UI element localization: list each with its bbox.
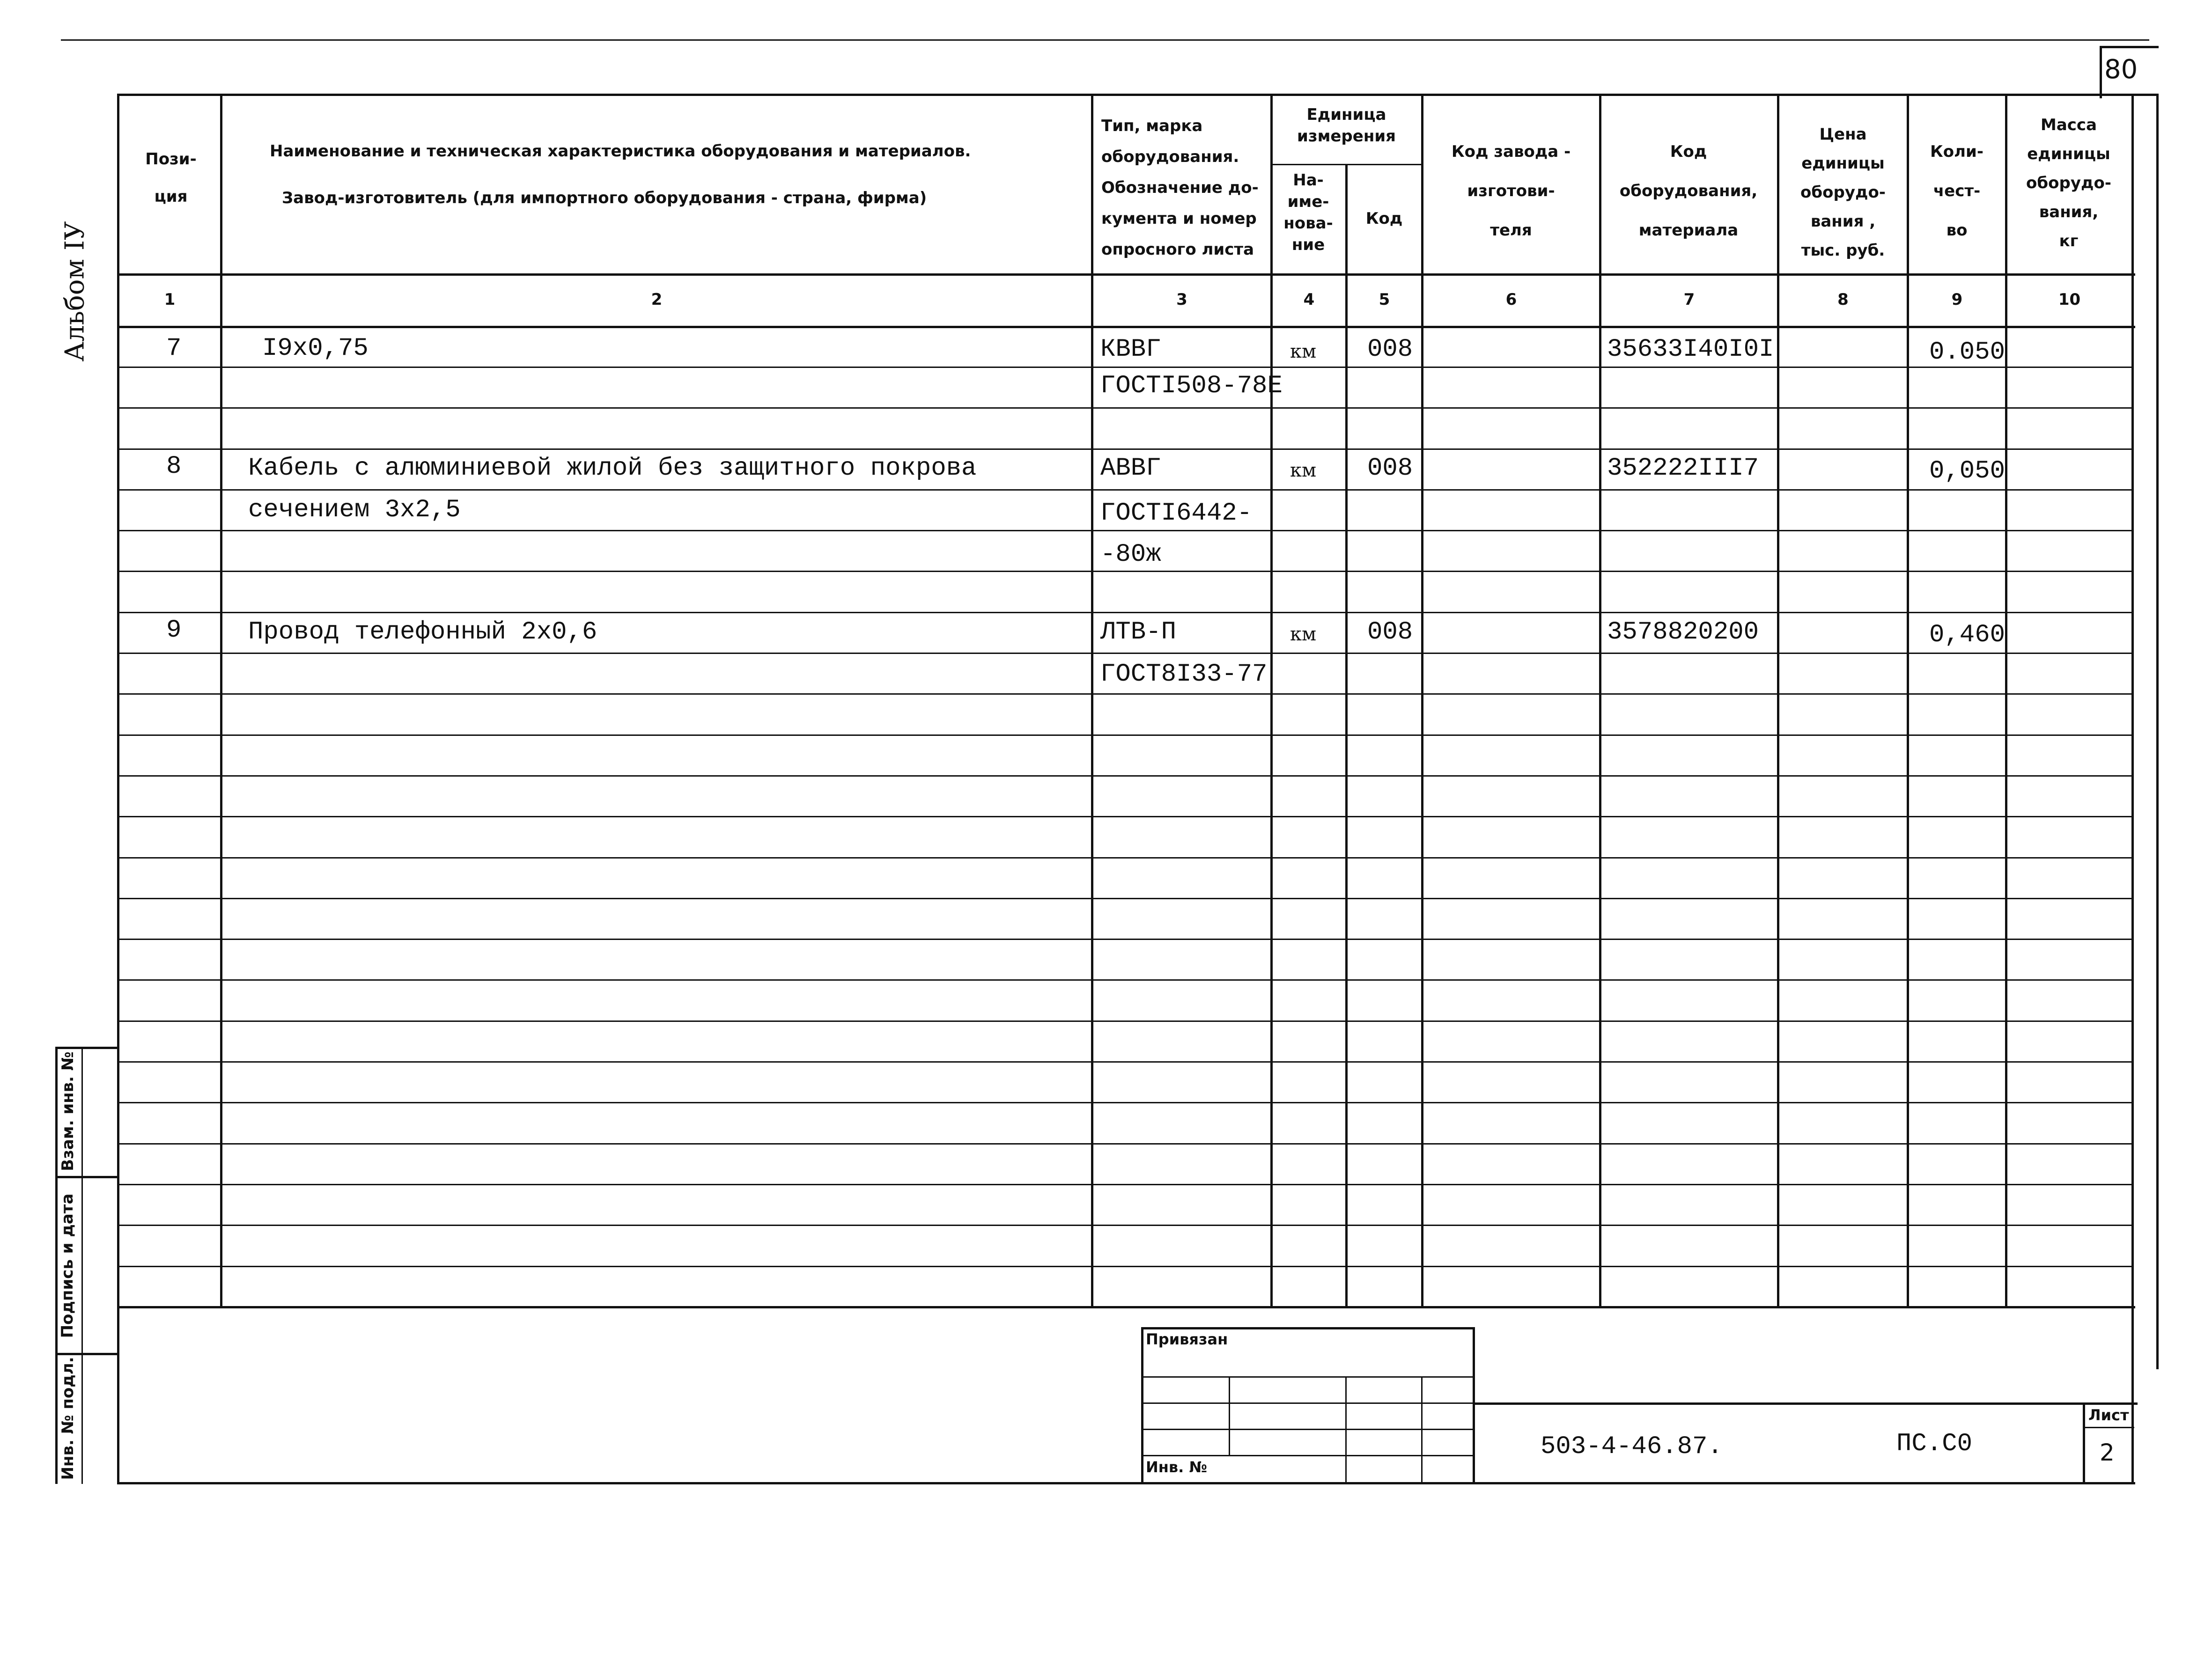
row-separator (117, 898, 2133, 899)
cell-code: 35633I40I0I (1607, 335, 1774, 364)
header-unit-group: Единица измерения (1297, 105, 1396, 146)
row-separator (117, 448, 2133, 450)
cell-pos: 8 (166, 452, 182, 481)
table-right-border (2156, 94, 2159, 1369)
privyazan-row4 (1141, 1455, 1473, 1456)
row-separator (117, 1102, 2133, 1103)
row-separator (117, 367, 2133, 368)
cell-type: ГОСТ8I33-77 (1100, 660, 1268, 689)
row-separator (117, 1225, 2133, 1226)
privyazan-right (1473, 1327, 1475, 1484)
table-top-border (117, 94, 2159, 96)
page-number-box-top (2100, 46, 2159, 48)
col-sep-10 (2131, 94, 2134, 1308)
doc-number: 503-4-46.87. (1541, 1432, 1723, 1461)
colnum-7: 7 (1683, 290, 1695, 309)
header-col6: Код завода - изготови- теля (1451, 142, 1571, 240)
side-stamp-vzam: Взам. инв. № (59, 1051, 77, 1171)
cell-unit-code: 008 (1367, 335, 1413, 364)
row-separator (117, 1020, 2133, 1022)
header-col9: Коли- чест- во (1930, 142, 1983, 240)
col-sep-1 (220, 94, 222, 1308)
title-right-border (2131, 1306, 2134, 1484)
col-sep-5 (1421, 94, 1423, 1308)
cell-type: ГОСТI508-78Е (1100, 372, 1283, 400)
row-separator (117, 489, 2133, 491)
page-number: 80 (2104, 54, 2138, 85)
privyazan-col3 (1421, 1376, 1423, 1484)
cell-type: КВВГ (1100, 335, 1161, 364)
cell-name: I9x0,75 (262, 334, 369, 363)
side-stamp-mid (81, 1047, 83, 1484)
privyazan-row2 (1141, 1402, 1473, 1404)
col-sep-3 (1270, 94, 1273, 1308)
cell-unit-code: 008 (1367, 454, 1413, 483)
row-separator (117, 816, 2133, 817)
album-label: Альбом IУ (59, 221, 90, 362)
col-sep-8 (1907, 94, 1909, 1308)
row-separator (117, 530, 2133, 531)
row-separator (117, 1061, 2133, 1063)
row-separator (117, 612, 2133, 613)
cell-unit-code: 008 (1367, 618, 1413, 646)
row-separator (117, 857, 2133, 859)
colnum-9: 9 (1951, 290, 1963, 309)
unit-group-split (1270, 164, 1421, 165)
cell-pos: 7 (166, 334, 182, 363)
colnum-10: 10 (2058, 290, 2081, 309)
sheet-box-mid (2083, 1427, 2134, 1428)
cell-qty: 0.050 (1929, 338, 2006, 367)
header-col2-line1: Наименование и техническая характеристика оборудования и материалов. (270, 142, 971, 161)
header-col5: Код (1365, 209, 1403, 228)
colnum-6: 6 (1505, 290, 1517, 309)
header-col7: Код оборудования, материала (1619, 142, 1758, 240)
sheet-box-left (2083, 1402, 2085, 1484)
privyazan-row1 (1141, 1376, 1473, 1378)
side-stamp-podpis: Подпись и дата (58, 1193, 77, 1338)
side-stamp-left (55, 1047, 58, 1484)
table-body-bottom-line (117, 1306, 2135, 1308)
cell-code: 352222III7 (1607, 454, 1759, 483)
col-sep-9 (2005, 94, 2007, 1308)
cell-unit: км (1290, 341, 1317, 362)
row-separator (117, 1143, 2133, 1145)
col-sep-7 (1777, 94, 1779, 1308)
row-separator (117, 653, 2133, 654)
privyazan-label: Привязан (1146, 1330, 1228, 1348)
sheet-number: 2 (2100, 1439, 2115, 1466)
header-bottom-line (117, 273, 2135, 276)
table-bottom-border (117, 1482, 2135, 1484)
header-col10: Масса единицы оборудо- вания, кг (2026, 116, 2111, 250)
side-stamp-invpodl: Инв. № подл. (59, 1357, 77, 1480)
colnum-5: 5 (1379, 290, 1390, 309)
privyazan-top (1141, 1327, 1473, 1329)
cell-type: ГОСТI6442- (1100, 499, 1253, 528)
row-separator (117, 775, 2133, 777)
header-col2-line2: Завод-изготовитель (для импортного оборудования - страна, фирма) (282, 189, 927, 207)
header-col4: На- име- нова- ние (1283, 171, 1333, 254)
row-separator (117, 734, 2133, 736)
privyazan-col1 (1229, 1376, 1230, 1456)
cell-unit: км (1290, 460, 1317, 481)
cell-type: -80ж (1100, 540, 1161, 569)
colnum-4: 4 (1303, 290, 1315, 309)
title-block-top-right (1473, 1402, 2138, 1405)
row-separator (117, 939, 2133, 940)
doc-section: ПС.С0 (1896, 1430, 1973, 1458)
cell-pos: 9 (166, 616, 182, 645)
cell-qty: 0,460 (1929, 621, 2006, 649)
colnum-row-bottom-line (117, 326, 2135, 328)
page-number-box-left (2100, 46, 2102, 98)
privyazan-col2 (1345, 1376, 1347, 1484)
cell-type: АВВГ (1100, 454, 1161, 483)
row-separator (117, 407, 2133, 409)
inv-no-label: Инв. № (1146, 1458, 1207, 1476)
colnum-8: 8 (1837, 290, 1849, 309)
header-col8: Цена единицы оборудо- вания , тыс. руб. (1800, 125, 1886, 260)
top-rule (61, 39, 2149, 41)
col-sep-6 (1599, 94, 1601, 1308)
privyazan-row3 (1141, 1429, 1473, 1430)
row-separator (117, 693, 2133, 695)
cell-name: сечением 3х2,5 (248, 496, 461, 524)
cell-qty: 0,050 (1929, 457, 2006, 485)
row-separator (117, 979, 2133, 981)
colnum-1: 1 (164, 290, 176, 309)
cell-unit: км (1290, 624, 1317, 645)
cell-type: ЛТВ-П (1100, 618, 1177, 646)
cell-name: Провод телефонный 2х0,6 (248, 618, 597, 646)
colnum-2: 2 (651, 290, 663, 309)
colnum-3: 3 (1176, 290, 1187, 309)
col-sep-2 (1091, 94, 1093, 1308)
cell-name: Кабель с алюминиевой жилой без защитного покрова (248, 454, 977, 483)
header-col3: Тип, марка оборудования. Обозначение до- кумента и номер опросного листа (1101, 117, 1259, 259)
sheet-label: Лист (2088, 1406, 2129, 1424)
privyazan-left (1141, 1327, 1143, 1484)
col-sep-4 (1345, 164, 1348, 1308)
row-separator (117, 1184, 2133, 1185)
cell-code: 3578820200 (1607, 618, 1759, 646)
header-col1: Пози- ция (145, 150, 197, 206)
row-separator (117, 1266, 2133, 1267)
